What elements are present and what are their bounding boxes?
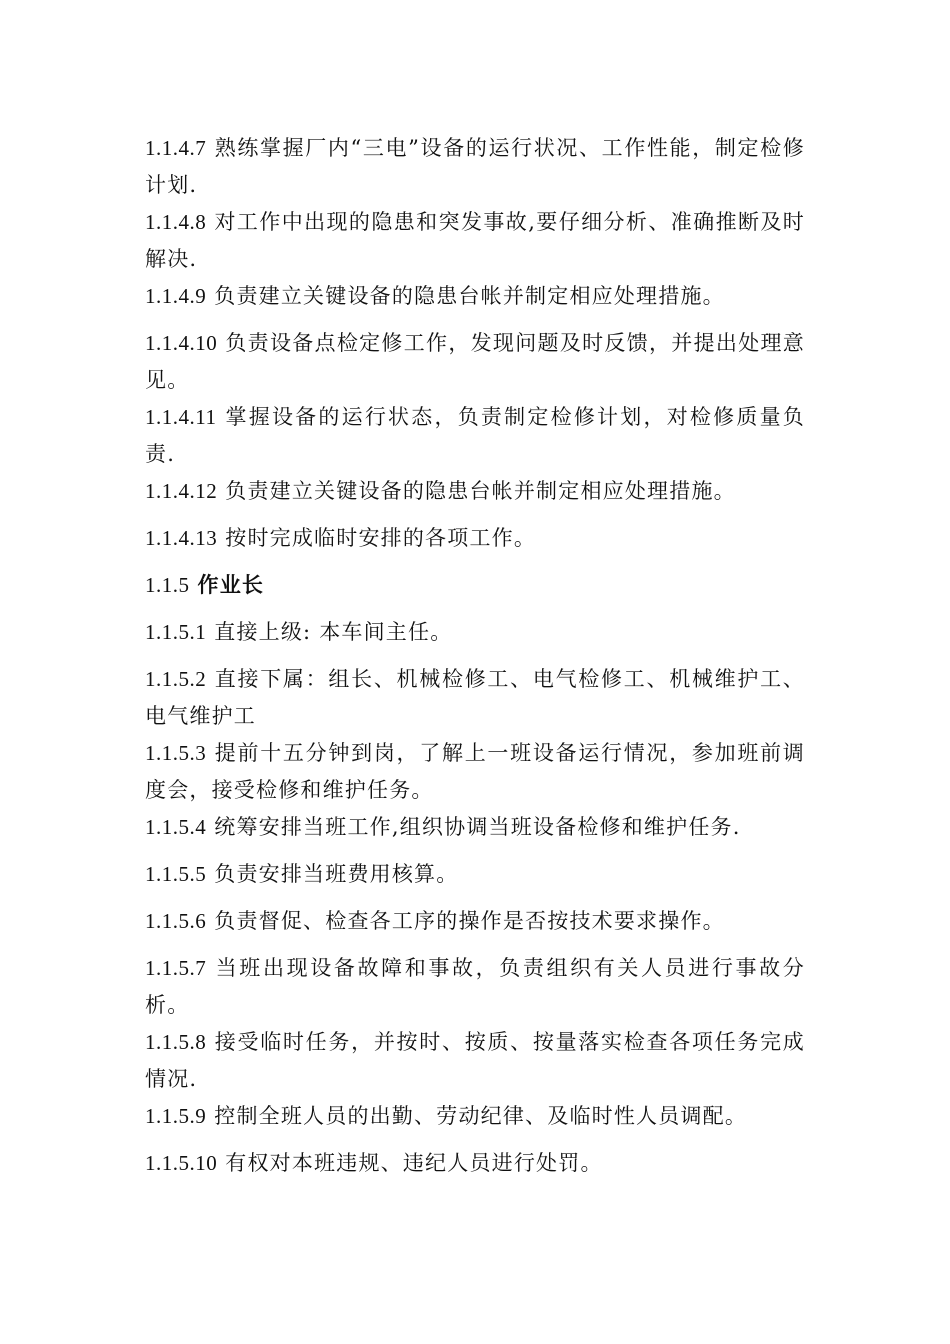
clause-text: 按时完成临时安排的各项工作。	[225, 526, 537, 550]
clause-1-1-5-6	[145, 903, 805, 940]
clause-text: 接受临时任务，并按时、按质、按量落实检查各项任务完成情况.	[145, 1030, 805, 1091]
clause-number: 1.1.4.13	[145, 526, 218, 550]
clause-text: 负责安排当班费用核算。	[214, 862, 459, 886]
clause-1-1-4-8	[145, 204, 805, 278]
clause-text: 控制全班人员的出勤、劳动纪律、及临时性人员调配。	[214, 1104, 748, 1128]
clause-number: 1.1.4.10	[145, 331, 218, 355]
clause-text: 提前十五分钟到岗，了解上一班设备运行情况，参加班前调度会，接受检修和维护任务。	[145, 741, 805, 802]
clause-text: 负责建立关键设备的隐患台帐并制定相应处理措施。	[225, 479, 736, 503]
clause-number: 1.1.5.6	[145, 909, 207, 933]
clause-1-1-5-9	[145, 1098, 805, 1135]
clause-1-1-5-10	[145, 1145, 805, 1182]
clause-number: 1.1.5.5	[145, 862, 207, 886]
clause-number: 1.1.5.10	[145, 1151, 218, 1175]
clause-number: 1.1.5.2	[145, 667, 207, 691]
document-page	[145, 130, 805, 1182]
clause-number: 1.1.5.1	[145, 620, 207, 644]
clause-1-1-5-8	[145, 1024, 805, 1098]
clause-1-1-4-7	[145, 130, 805, 204]
clause-1-1-4-11	[145, 399, 805, 473]
clause-text: 直接下属：组长、机械检修工、电气检修工、机械维护工、电气维护工	[145, 667, 805, 728]
clause-1-1-5-1	[145, 614, 805, 651]
clause-1-1-4-9	[145, 278, 805, 315]
section-number: 1.1.5	[145, 573, 190, 597]
clause-1-1-5-7	[145, 950, 805, 1024]
clause-text: 负责督促、检查各工序的操作是否按技术要求操作。	[214, 909, 725, 933]
section-heading-1-1-5	[145, 567, 805, 604]
clause-number: 1.1.5.3	[145, 741, 207, 765]
clause-1-1-5-5	[145, 856, 805, 893]
clause-number: 1.1.5.8	[145, 1030, 207, 1054]
clause-number: 1.1.4.9	[145, 284, 207, 308]
clause-number: 1.1.5.9	[145, 1104, 207, 1128]
clause-1-1-5-2	[145, 661, 805, 735]
clause-text: 统筹安排当班工作,组织协调当班设备检修和维护任务.	[214, 815, 741, 839]
clause-1-1-5-3	[145, 735, 805, 809]
section-title: 作业长	[197, 573, 265, 597]
clause-number: 1.1.5.4	[145, 815, 207, 839]
clause-text: 对工作中出现的隐患和突发事故,要仔细分析、准确推断及时解决.	[145, 210, 805, 271]
clause-text: 有权对本班违规、违纪人员进行处罚。	[225, 1151, 603, 1175]
clause-number: 1.1.5.7	[145, 956, 207, 980]
clause-text: 当班出现设备故障和事故，负责组织有关人员进行事故分析。	[145, 956, 805, 1017]
clause-text: 掌握设备的运行状态，负责制定检修计划，对检修质量负责.	[145, 405, 805, 466]
clause-number: 1.1.4.7	[145, 136, 207, 160]
clause-text: 熟练掌握厂内“三电”设备的运行状况、工作性能，制定检修计划.	[145, 136, 805, 197]
clause-number: 1.1.4.8	[145, 210, 207, 234]
clause-text: 直接上级: 本车间主任。	[214, 620, 453, 644]
clause-text: 负责建立关键设备的隐患台帐并制定相应处理措施。	[214, 284, 725, 308]
clause-1-1-5-4	[145, 809, 805, 846]
clause-1-1-4-13	[145, 520, 805, 557]
clause-1-1-4-10	[145, 325, 805, 399]
clause-number: 1.1.4.12	[145, 479, 218, 503]
clause-1-1-4-12	[145, 473, 805, 510]
clause-number: 1.1.4.11	[145, 405, 217, 429]
clause-text: 负责设备点检定修工作，发现问题及时反馈，并提出处理意见。	[145, 331, 805, 392]
